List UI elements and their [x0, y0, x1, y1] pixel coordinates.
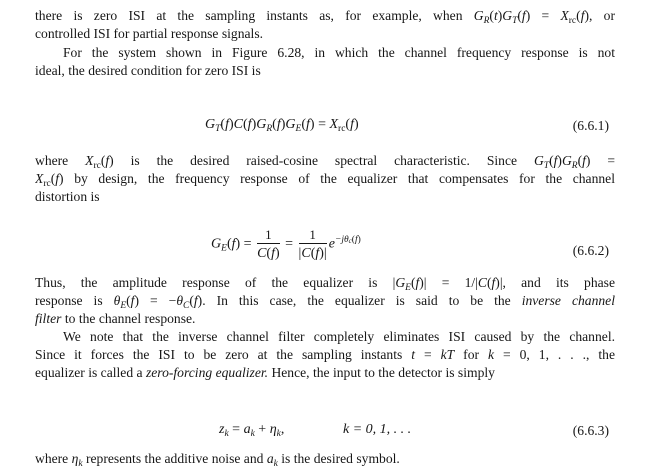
equation-body: $G_T(f)C(f)G_R(f)G_E(f) = X_{rc}(f)$: [205, 117, 359, 134]
inline-math: $\theta_E(f) = -\theta_C(f)$: [113, 293, 203, 311]
fraction: $\frac{1}{C(f)}$: [257, 227, 280, 261]
emphasis-text: inverse channel: [521, 293, 615, 308]
text-run: is the desired raised-cosine spectral characteristic. Since: [130, 153, 518, 168]
text-line: [35, 45, 615, 61]
text-run: Since it forces the ISI to be zero at the sampling instants: [35, 347, 403, 362]
inline-math: $G_T(f)G_R(f)$ =: [533, 153, 615, 171]
text-run: where: [35, 451, 69, 466]
inline-math: $X_{rc}(f)$: [85, 153, 114, 171]
equation-range: k = 0, 1, . . .: [343, 422, 412, 437]
emphasis-text: filter: [35, 311, 62, 326]
text-line: [35, 329, 615, 345]
text-run: , and its phase: [502, 275, 615, 290]
inline-math: $G_R(t)G_T(f) = X_{rc}(f)$, or: [473, 8, 615, 26]
text-line: [35, 153, 615, 169]
equation-body: $G_E(f)$ = $\frac{1}{C(f)}$ = $\frac{1}{|C(f)|}$ $e^{-j\theta_c(f)}$: [211, 227, 361, 261]
inline-math: $a_k$: [266, 451, 278, 469]
text-run: to the channel response.: [64, 311, 196, 326]
inline-math: k = 0, 1, . . .: [488, 347, 587, 362]
book-page: [35, 0, 615, 472]
equation-number: (6.6.2): [572, 243, 609, 258]
equation-6-6-1: [35, 115, 615, 155]
fraction: $\frac{1}{|C(f)|}$: [298, 227, 327, 261]
text-run: by design, the frequency response of the equalizer that compensates for the channel: [74, 171, 615, 186]
equation-number: (6.6.1): [572, 118, 609, 133]
text-line: [35, 293, 615, 309]
inline-math: $X_{rc}(f)$: [35, 171, 64, 189]
text-run: there is zero ISI at the sampling instants as, for example, when: [35, 8, 463, 23]
text-run: is the desired symbol.: [281, 451, 400, 466]
text-run: Hence, the input to the detector is simply: [271, 365, 495, 380]
text-line: [35, 311, 615, 327]
emphasis-text: zero-forcing equalizer.: [145, 365, 269, 380]
text-run: distortion is: [35, 189, 100, 204]
text-line: [35, 451, 615, 467]
text-run: for: [463, 347, 480, 362]
text-run: controlled ISI for partial response signals.: [35, 26, 264, 41]
text-run: We note that the inverse channel filter completely eliminates ISI caused by the channel.: [63, 329, 615, 344]
equation-number: (6.6.3): [572, 423, 609, 438]
inline-math: $|G_E(f)| = 1/|C(f)|$: [392, 275, 503, 293]
text-run: response is: [35, 293, 103, 308]
text-line: [35, 63, 615, 79]
equation-6-6-2: [35, 226, 615, 272]
text-run: represents the additive noise and: [86, 451, 264, 466]
text-run: . In this case, the equalizer is said to be the: [202, 293, 511, 308]
text-line: [35, 365, 615, 381]
text-run: Thus, the amplitude response of the equalizer is: [35, 275, 378, 290]
text-run: where: [35, 153, 69, 168]
text-run: ideal, the desired condition for zero ISI is: [35, 63, 261, 78]
text-line: [35, 275, 615, 291]
inline-math: $\eta_k$: [71, 451, 83, 469]
text-line: [35, 26, 615, 42]
equation-body: $z_k = a_k + \eta_k$,: [219, 422, 285, 439]
text-line: [35, 8, 615, 24]
text-line: [35, 171, 615, 187]
text-run: , the: [586, 347, 615, 362]
text-run: For the system shown in Figure 6.28, in which the channel frequency response is not: [63, 45, 615, 60]
text-run: equalizer is called a: [35, 365, 143, 380]
text-line: [35, 347, 615, 363]
text-line: [35, 189, 615, 205]
inline-math: t = kT: [411, 347, 455, 362]
